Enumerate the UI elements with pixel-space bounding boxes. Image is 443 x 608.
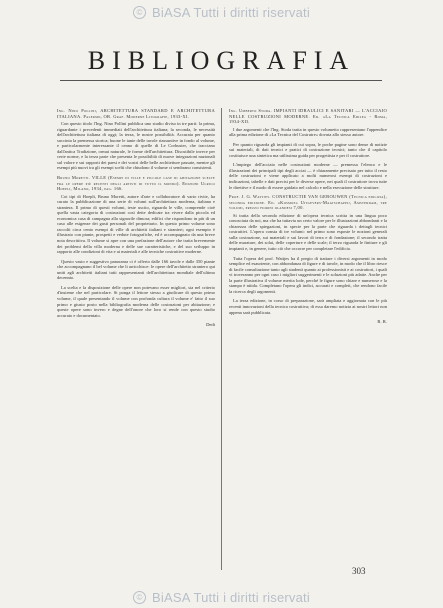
right-column bbox=[229, 108, 387, 329]
right-entry2-text-3: La terza edizione, in corso di preparazione, sarà ampliata e aggiornata con le più recenti innovazioni della tecnica costruttiva; di essa daremo notizia ai nostri lettori non appena sarà pubblicata. bbox=[229, 298, 387, 315]
right-entry1-text-1: I due argomenti che l'Ing. Stoda tratta in questo volumetto rappresentano l'appendice alla prima edizione di «La Tecnica del Costruire» dovuta allo stesso autore. bbox=[229, 126, 387, 138]
right-entry1-text-2: Per quanto riguarda gli impianti di cui sopra, le poche pagine sono dense di notizie sui materiali, di dati tecnici e pratici di costruzione tecnici; tanto che il capitolo costituisce una sintetica ma utilissima guida per progettista e per il costruttore. bbox=[229, 141, 387, 158]
title-rule bbox=[60, 80, 382, 81]
left-entry1-heading: Ing. Nino Pollini, ARCHITETTURA STANDARD E ARCHITETTURA ITALIANA. Palermo, OR. Graf. Moderne Litografie, 1933-XI. bbox=[57, 108, 215, 119]
left-entry2-text-3: La scelta e la disposizione delle opere non potevano esser migliori, sia nel criterio d'insieme che nel particolare. Si ponga il lettore stesso a giudicare di questo primo volume, il quale presentando il volume con profonda cultura il volume e' fatto il suo primo e giusto posto nella bibliografia moderna delle costruzioni per abitazione; e queste opere sono invero e degne dell'onore che loro si rende con questo studio accurato e documentato. bbox=[57, 284, 215, 318]
right-entry1-heading: Ing. Umberto Stoda. IMPIANTI IDRAULICI E SANITARI — L'ACCIAIO NELLE COSTRUZIONI MODERNE. Ed. «La Tecnica Edile» - Roma, 1934-XII. bbox=[229, 108, 387, 125]
left-entry2-text-2: Questo vasto e suggestivo panorama ci è offerto dalle 166 tavole e dalle 350 piante che accompagnano il bel volume che li arricchisce: le opere dell'architetto straniero qui uniti agli architetti italiani tutti rappresentanti dell'architettura mondiale dell'ultimo decennio. bbox=[57, 258, 215, 281]
page-number: 303 bbox=[352, 566, 366, 576]
left-entry2-heading: Bruno Moretti. VILLE (Esempi di ville e piccole case di abitazione scelte fra le opere più recenti degli artisti di tutto il mondo). Edizioni Ulrico Hoepli, Milano, 1934, pag. 166. bbox=[57, 175, 215, 192]
right-entry2-text-1: Si tratta della seconda edizione di un'opera tecnica scritta in una lingua poco conosciuta da noi, ma che ha tuttavia un certo valore per le illustrazioni abbondanti e la chiarezza delle spiegazioni, in specie per la parte che riguarda i dettagli tecnici costruttivi. L'opera consta di tre volumi: nel primo sono esposte le nozioni generali sulla costruzione, sui materiali e sui lavori di terra e di fondazione; il secondo tratta delle murature, dei solai, delle coperture e delle scale; il terzo riguarda le finiture e gli impianti e, in genere, tutto ciò che occorre per completare l'edificio. bbox=[229, 212, 387, 252]
watermark-top bbox=[0, 5, 443, 20]
column-divider bbox=[221, 108, 222, 570]
left-signature: Dedi bbox=[206, 322, 215, 328]
right-entry1-text-3: L'impiego dell'acciaio nelle costruzioni moderne — premessa l'elenco e le illustrazioni dei principali tipi degli acciai — è chiaramente precisato per tutto il resto delle costruzioni e viene applicato a molti numerosi esempi di costruzioni e indicazioni, tabelle e dati precisi per le diverse opere, nei quali il costruttore trova tutte le direttive e il modo di essere guidato nel calcolo e nella esecuzione delle strutture. bbox=[229, 162, 387, 190]
right-entry2-text-2: Tutta l'opera del prof. Wattjes ha il pregio di trattare i diversi argomenti in modo semplice ed esauriente, con abbondanza di figure e di tavole, in modo che il libro riesce di facile consultazione tanto agli studenti quanto ai professionisti e ai costruttori, i quali vi troveranno per ogni caso i migliori suggerimenti e le soluzioni più adatte. Anche per la parte illustrativa il volume merita lode, perché le figure sono chiare e numerose e la stampa è nitida. Completano l'opera gli indici, accurati e completi, che rendono facile la ricerca degli argomenti. bbox=[229, 255, 387, 294]
left-column bbox=[57, 108, 215, 332]
left-entry1-text: Con questo titolo l'Ing. Nino Pollini pubblica uno studio diviso in tre parti: la prima, riguardante i precedenti immediati dell'architettura italiana; la seconda, le necessità dell'architettura italiana di oggi; la terza, le nostre possibilità. Accurata per quanto succinta la premessa storica; buone le tante delle tavole riassuntive in fondo al volume, e particolarmente interessante il cenno di quelle di Le Corbusier, che tracciano dall'antica Tradizione, ormai naturale, le forme dell'architettura. Discutibile invece per certe norme, e la terza parte che presenta le possibilità di nuove integrazioni nazionali sul valore e sui rapporti dei paesi e dei vostri delle belle architetture passate, mentre gli esempi più nuovi tra gli esempi scelti che chiudono il volume ci sembrano consistenti. bbox=[57, 121, 215, 171]
right-entry2-heading: Prof. J. G. Wattjes. CONSTRUCTIE VAN GEBOUWEN (Tecnica edilizia), seconda edizione. Ed. «Kosmos» Uitgevers-Maatschappij, Amsterdam, tre volumi, prezzo fiorini olandesi 7,00. bbox=[229, 194, 387, 211]
watermark-top-text: BiASA Tutti i diritti riservati bbox=[152, 5, 310, 20]
watermark-bottom bbox=[0, 590, 443, 605]
left-entry2-text-1: Coi tipi di Hoepli, Bruno Moretti, autore d'arte e collaboratore di vario rivite, ha curato la pubblicazione di una serie di volumi sull'architettura moderna, italiana e straniera. Il primo di questi volumi, teste uscito, riguarda le ville, comprende cioè quella vasta categoria di costruzioni così dette dedicate tra vivere dalla piccola ed economica casa di campagna alla signorile dimora; edifici che rispondono in più di un caso alle esigenze dei gusti personali del proprietario. In questo primo volume sono raccolti circa cento esempi di ville di architetti italiani e stranieri; ogni esempio è illustrato con piante, prospetti e vedute fotografiche, ed è accompagnato da una breve nota descrittiva. Il volume si apre con una prefazione dell'autore che tratta brevemente dei problemi della villa moderna e delle sue caratteristiche, e del suo sviluppo in rapporto alle condizioni di vita e ai materiali e alle tecniche costruttive moderne. bbox=[57, 193, 215, 255]
page-title: BIBLIOGRAFIA bbox=[87, 46, 356, 75]
copyright-icon: © bbox=[133, 6, 146, 19]
right-signature: R. R. bbox=[377, 319, 387, 325]
watermark-bottom-text: BiASA Tutti i diritti riservati bbox=[152, 590, 310, 605]
copyright-icon: © bbox=[133, 591, 146, 604]
